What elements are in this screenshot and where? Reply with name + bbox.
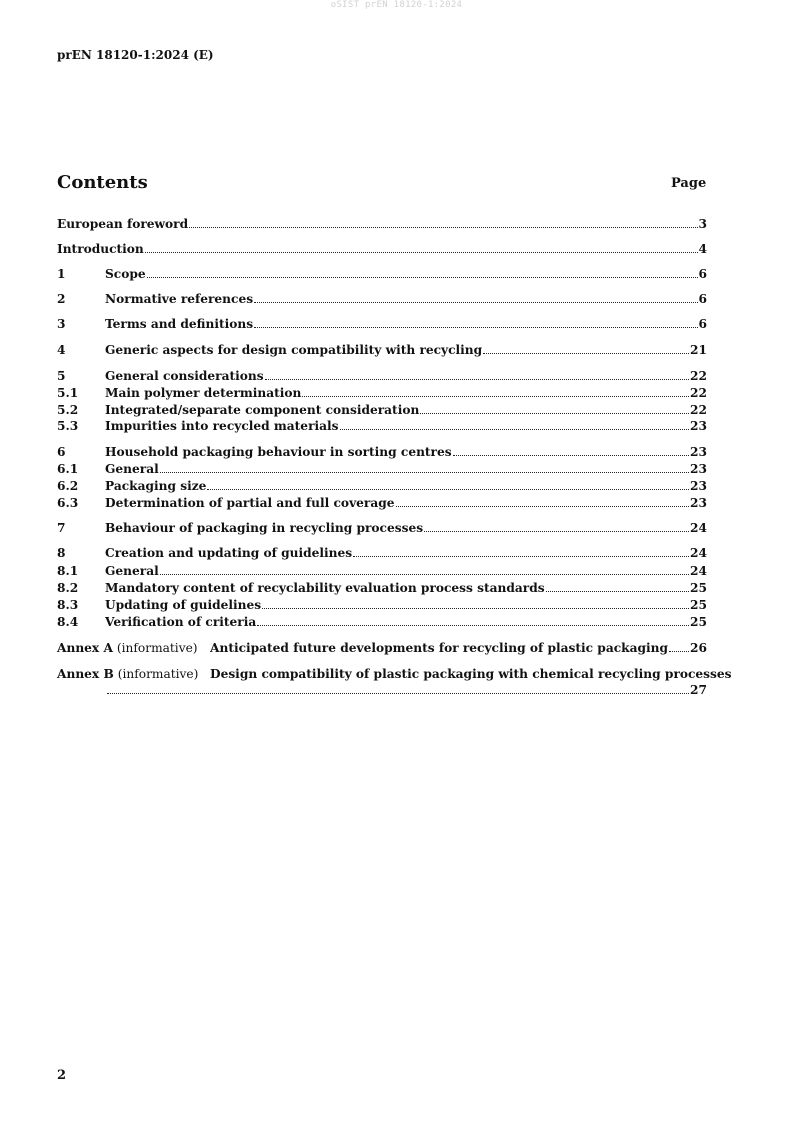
toc-entry-title: European foreword: [57, 217, 189, 231]
toc-entry-page: 3: [698, 217, 707, 231]
toc-entry-number: 6.3: [57, 496, 79, 510]
leader-dots: [353, 545, 689, 557]
toc-entry-title: Anticipated future developments for recycling of plastic packaging: [210, 641, 669, 655]
toc-entry-title: Generic aspects for design compatibility with recycling: [105, 343, 483, 357]
toc-entry-page: 4: [698, 242, 707, 256]
leader-dots: [107, 682, 689, 694]
toc-entry-number: 8.1: [57, 564, 79, 578]
toc-entry[interactable]: [57, 402, 707, 418]
leader-dots: [145, 241, 698, 253]
toc-entry-page: 23: [690, 419, 707, 433]
toc-entry[interactable]: [57, 580, 707, 596]
toc-entry-page: 25: [690, 598, 707, 612]
toc-entry-number: 5.2: [57, 403, 79, 417]
toc-entry-title: Behaviour of packaging in recycling processes: [105, 521, 424, 535]
leader-dots: [160, 461, 689, 473]
toc-entry-page: 22: [690, 403, 707, 417]
toc-entry-page: 24: [690, 564, 707, 578]
toc-entry-title: Determination of partial and full coverage: [105, 496, 395, 510]
leader-dots: [453, 444, 689, 456]
leader-dots: [207, 478, 689, 490]
toc-entry-number: 3: [57, 317, 66, 331]
toc-entry-title: Updating of guidelines: [105, 598, 262, 612]
leader-dots: [483, 342, 689, 354]
toc-entry-page: 25: [690, 615, 707, 629]
toc-annex-b[interactable]: [57, 666, 732, 700]
toc-entry[interactable]: [57, 342, 707, 358]
toc-entry-title: Normative references: [105, 292, 254, 306]
document-id: prEN 18120-1:2024 (E): [57, 48, 214, 62]
toc-entry[interactable]: [57, 520, 707, 536]
leader-dots: [424, 520, 689, 532]
toc-entry[interactable]: [57, 444, 707, 460]
toc-entry[interactable]: [57, 545, 707, 561]
toc-entry[interactable]: [57, 461, 707, 477]
annex-informative-note: (informative): [116, 641, 198, 655]
toc-entry-title: General: [105, 564, 159, 578]
toc-entry-number: 1: [57, 267, 66, 281]
toc-entry-title: Impurities into recycled materials: [105, 419, 339, 433]
toc-entry-number: 5.1: [57, 386, 79, 400]
toc-entry-title: Packaging size: [105, 479, 207, 493]
toc-entry-title: Creation and updating of guidelines: [105, 546, 353, 560]
toc-entry-page: 6: [698, 317, 707, 331]
toc-entry[interactable]: [57, 216, 707, 232]
toc-entry[interactable]: [57, 368, 707, 384]
toc-entry-page: 26: [690, 641, 707, 655]
toc-entry-page: 6: [698, 267, 707, 281]
toc-entry[interactable]: [57, 495, 707, 511]
page-column-header: Page: [671, 176, 707, 191]
toc-entry-number: 7: [57, 521, 66, 535]
toc-entry-number: 6.1: [57, 462, 79, 476]
toc-entry-title: Integrated/separate component consideration: [105, 403, 420, 417]
toc-entry-title: Mandatory content of recyclability evaluation process standards: [105, 581, 545, 595]
toc-entry-title: Design compatibility of plastic packaging with chemical recycling processes: [210, 667, 732, 681]
leader-dots: [262, 597, 689, 609]
toc-entry[interactable]: [57, 614, 707, 630]
leader-dots: [396, 495, 690, 507]
toc-entry-number: 8.3: [57, 598, 79, 612]
annex-informative-note: (informative): [117, 667, 199, 681]
leader-dots: [254, 316, 697, 328]
toc-entry-page: 24: [690, 546, 707, 560]
leader-dots: [302, 385, 689, 397]
toc-entry[interactable]: [57, 563, 707, 579]
toc-entry-title: Terms and definitions: [105, 317, 254, 331]
toc-entry-number: 4: [57, 343, 66, 357]
leader-dots: [420, 402, 689, 414]
toc-entry-title: Household packaging behaviour in sorting centres: [105, 445, 452, 459]
toc-entry-title: General: [105, 462, 159, 476]
toc-entry-title: General considerations: [105, 369, 264, 383]
toc-entry-title: Verification of criteria: [105, 615, 257, 629]
toc-entry-number: 2: [57, 292, 66, 306]
toc-entry-number: 6.2: [57, 479, 79, 493]
toc-entry-page: 23: [690, 479, 707, 493]
toc-entry-number: 8: [57, 546, 66, 560]
toc-entry-page: 22: [690, 369, 707, 383]
page-number: 2: [57, 1068, 67, 1083]
leader-dots: [160, 563, 689, 575]
toc-entry-page: 23: [690, 445, 707, 459]
toc-entry-number: 5: [57, 369, 66, 383]
toc-entry[interactable]: [57, 316, 707, 332]
watermark: oSIST prEN 18120-1:2024: [330, 0, 463, 10]
toc-entry[interactable]: [57, 478, 707, 494]
toc-entry-title: Introduction: [57, 242, 144, 256]
toc-entry-number: 6: [57, 445, 66, 459]
leader-dots: [147, 266, 698, 278]
toc-entry-number: 8.2: [57, 581, 79, 595]
toc-annex-a[interactable]: [57, 640, 707, 656]
leader-dots: [189, 216, 697, 228]
leader-dots: [254, 291, 697, 303]
toc-entry-page: 21: [690, 343, 707, 357]
toc-entry-page: 6: [698, 292, 707, 306]
leader-dots: [669, 640, 689, 652]
toc-entry-page: 22: [690, 386, 707, 400]
toc-entry-page: 23: [690, 496, 707, 510]
contents-heading: Contents: [57, 172, 148, 193]
toc-entry[interactable]: [57, 291, 707, 307]
toc-entry-title: Scope: [105, 267, 146, 281]
toc-entry-page: 25: [690, 581, 707, 595]
toc-entry-number: 8.4: [57, 615, 79, 629]
leader-dots: [257, 614, 689, 626]
toc-entry-title: Main polymer determination: [105, 386, 302, 400]
toc-entry[interactable]: [57, 418, 707, 434]
toc-entry[interactable]: [57, 597, 707, 613]
toc-entry-page: 24: [690, 521, 707, 535]
toc-entry[interactable]: [57, 241, 707, 257]
toc-entry[interactable]: [57, 266, 707, 282]
toc-entry-page: 23: [690, 462, 707, 476]
leader-dots: [340, 418, 690, 430]
annex-label: Annex A (informative): [57, 641, 198, 655]
toc-entry[interactable]: [57, 385, 707, 401]
annex-label: Annex B (informative): [57, 667, 199, 681]
toc-entry-number: 5.3: [57, 419, 79, 433]
leader-dots: [546, 580, 689, 592]
toc-entry-page: 27: [690, 683, 707, 697]
leader-dots: [265, 368, 689, 380]
